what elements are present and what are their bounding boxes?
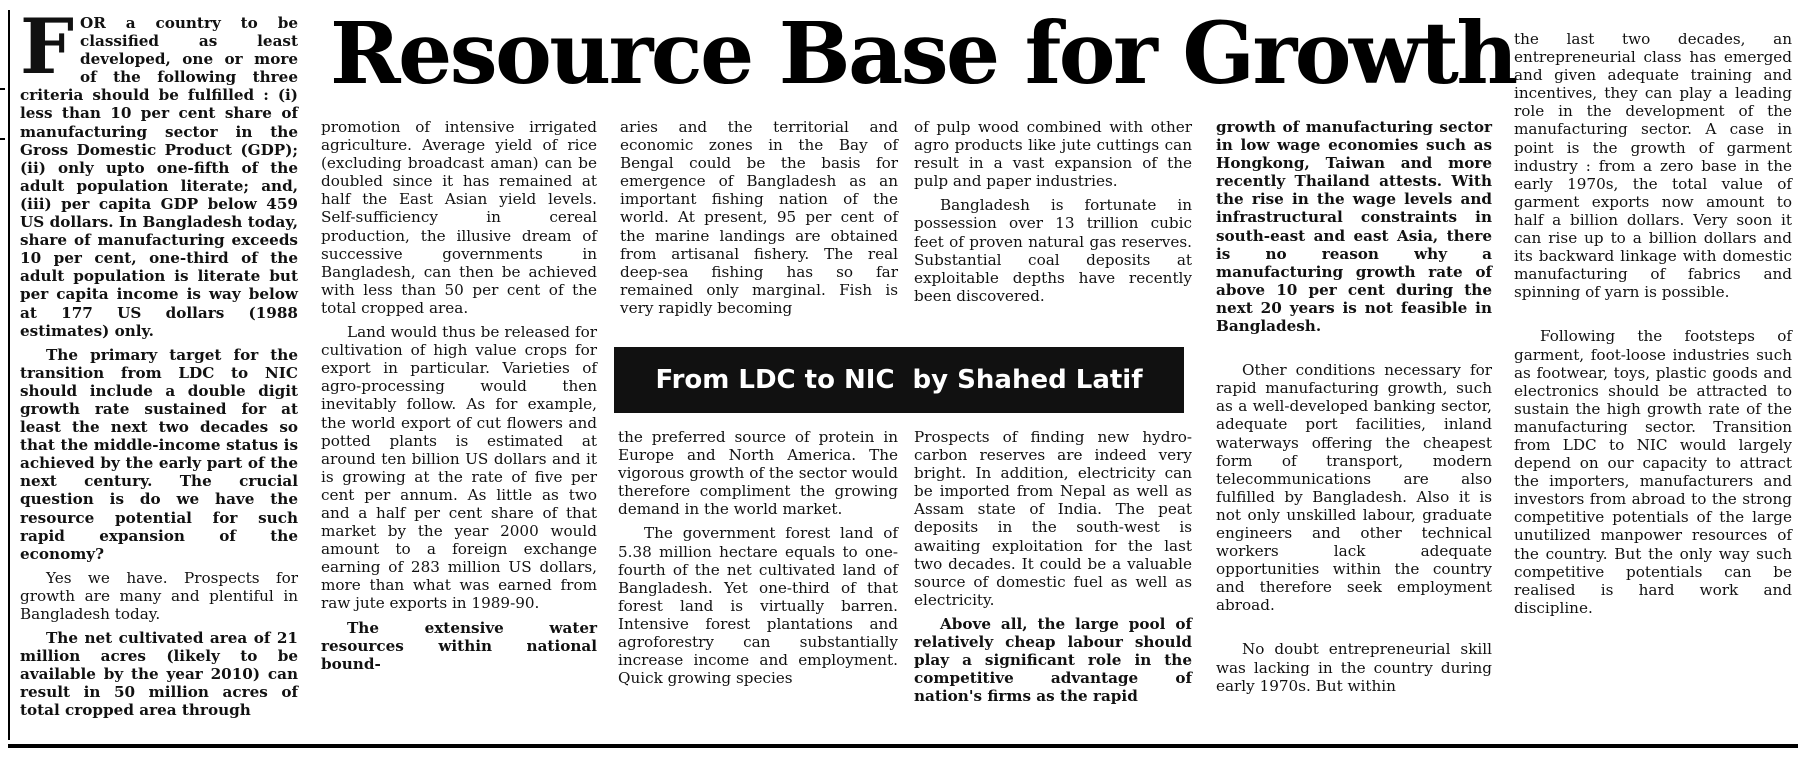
article-column-4-top [914,118,1192,305]
article-paragraph: the preferred source of protein in Europe and North America. The vigorous growth of the sector would therefore compliment the growing demand in the world market. [618,428,898,519]
article-column-1 [20,2,298,720]
article-paragraph: Other conditions necessary for rapid manufacturing growth, such as a well-developed banking sector, adequate port facilities, inland waterways offering the cheapest form of transport, modern telecommunications are also fulfilled by Bangladesh. Also it is not only unskilled labour, graduate engineers and other technical workers lack adequate opportunities within the country and therefore seek employment abroad. [1216,361,1492,615]
article-paragraph: Prospects of finding new hydro-carbon reserves are indeed very bright. In addition, electricity can be imported from Nepal as well as Assam state of India. The peat deposits in the south-west is awaiting exploitation for the last two decades. It could be a valuable source of domestic fuel as well as electricity. [914,428,1192,609]
byline: by Shahed Latif [912,365,1143,395]
article-column-2 [321,118,597,673]
article-paragraph: the last two decades, an entrepreneurial class has emerged and given adequate training and incentives, they can play a leading role in the development of the manufacturing sector. A case in point is the growth of garment industry : from a zero base in the early 1970s, the total value of garment exports now amount to half a billion dollars. Very soon it can rise up to a billion dollars and its backward linkage with domestic manufacturing of fabrics and spinning of yarn is possible. [1514,30,1792,302]
left-column-rule [8,10,10,740]
opening-paragraph: FOR a country to be classified as least developed, one or more of the following three criteria should be fulfilled : (i) less than 10 per cent share of manufacturing sector in the Gross Domestic Product (GDP); (ii) only upto one-fifth of the adult population literate; and, (iii) per capita GDP below 459 US dollars. In Bangladesh today, share of manufacturing exceeds 10 per cent, one-third of the adult population is literate but per capita income is way below at 177 US dollars (1988 estimates) only. [20,2,298,340]
article-paragraph: Land would thus be released for cultivation of high value crops for export in particular. Varieties of agro-processing would then inevitably follow. As for example, the world export of cut flowers and potted plants is estimated at around ten billion US dollars and it is growing at the rate of five per cent per annum. As little as two and a half per cent share of that market by the year 2000 would amount to a foreign exchange earning of 283 million US dollars, more than what was earned from raw jute exports in 1989-90. [321,323,597,613]
article-paragraph: aries and the territorial and economic zones in the Bay of Bengal could be the basis for emergence of Bangladesh as an important fishing nation of the world. At present, 95 per cent of the marine landings are obtained from artisanal fishery. The real deep-sea fishing has so far remained only marginal. Fish is very rapidly becoming [620,118,898,317]
drop-cap: F [20,2,74,91]
article-paragraph: Following the footsteps of garment, foot-loose industries such as footwear, toys, plastic goods and electronics should be attracted to sustain the high growth rate of the manufacturing sector. Transition from LDC to NIC would largely depend on our capacity to attract the importers, manufacturers and investors from abroad to the strong competitive potentials of the large unutilized manpower resources of the country. But the only way such competitive potentials can be realised is hard work and discipline. [1514,327,1792,617]
headline: Resource Base for Growth [330,4,1516,104]
article-column-6 [1514,30,1792,617]
article-column-3-bottom [618,428,898,687]
article-column-4-bottom [914,428,1192,705]
article-paragraph: The primary target for the transition from LDC to NIC should include a double digit growth rate sustained for at least the next two decades so that the middle-income status is achieved by the early part of the next century. The crucial question is do we have the resource potential for such rapid expansion of the economy? [20,345,298,563]
article-paragraph: Above all, the large pool of relatively cheap labour should play a significant role in the competitive advantage of nation's firms as the rapid [914,614,1192,706]
article-paragraph: promotion of intensive irrigated agriculture. Average yield of rice (excluding broadcast aman) can be doubled since it has remained at half the East Asian yield levels. Self-sufficiency in cereal production, the illusive dream of successive governments in Bangladesh, can then be achieved with less than 50 per cent of the total cropped area. [321,118,597,317]
article-paragraph: The government forest land of 5.38 million hectare equals to one-fourth of the net cultivated land of Bangladesh. Yet one-third of that forest land is virtually barren. Intensive forest plantations and agroforestry can substantially increase income and employment. Quick growing species [618,524,898,688]
section-byline-banner [614,347,1184,413]
article-paragraph: of pulp wood combined with other agro products like jute cuttings can result in a vast expansion of the pulp and paper industries. [914,118,1192,191]
article-paragraph: The extensive water resources within national bound- [321,618,597,673]
article-column-3-top [620,118,898,317]
article-paragraph: Bangladesh is fortunate in possession over 13 trillion cubic feet of proven natural gas reserves. Substantial coal deposits at exploitable depths have recently been discovered. [914,196,1192,305]
scan-edge-mark [0,88,5,90]
scan-edge-mark [0,138,5,140]
article-column-5 [1216,118,1492,695]
bottom-rule [8,744,1798,748]
article-paragraph: growth of manufacturing sector in low wage economies such as Hongkong, Taiwan and more recently Thailand attests. With the rise in the wage levels and infrastructural constraints in south-east and east Asia, there is no reason why a manufacturing growth rate of above 10 per cent during the next 20 years is not feasible in Bangladesh. [1216,118,1492,336]
article-paragraph: No doubt entrepreneurial skill was lacking in the country during early 1970s. But within [1216,640,1492,695]
article-paragraph: Yes we have. Prospects for growth are many and plentiful in Bangladesh today. [20,568,298,623]
section-title: From LDC to NIC [655,365,895,395]
article-paragraph: The net cultivated area of 21 million acres (likely to be available by the year 2010) can result in 50 million acres of total cropped area through [20,629,298,720]
